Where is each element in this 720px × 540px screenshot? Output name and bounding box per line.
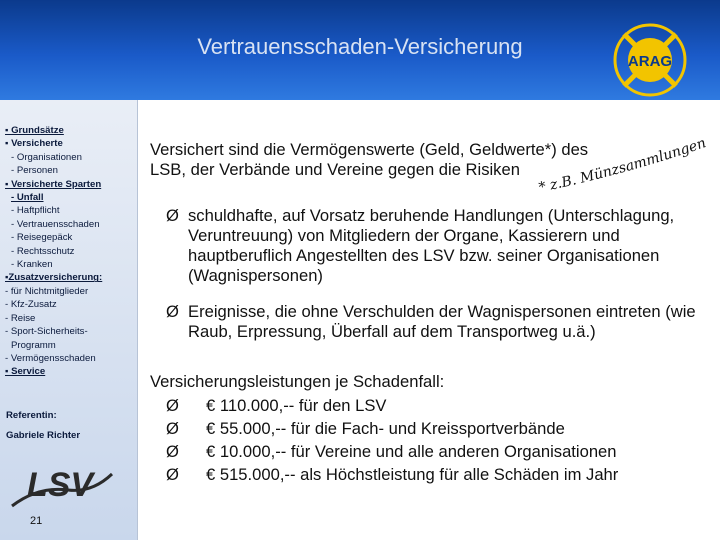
page-number: 21 bbox=[30, 515, 43, 527]
amount-item bbox=[166, 396, 387, 416]
sidebar-item[interactable]: - Sport-Sicherheits- bbox=[5, 326, 88, 338]
intro-text bbox=[150, 140, 600, 180]
bullet-arrow-icon: Ø bbox=[166, 419, 179, 438]
amount-text: € 110.000,-- für den LSV bbox=[206, 396, 387, 415]
sidebar-item[interactable]: ▪Zusatzversicherung: bbox=[5, 272, 103, 284]
amount-text: € 10.000,-- für Vereine und alle anderen Organisationen bbox=[206, 442, 617, 461]
amount-text: € 55.000,-- für die Fach- und Kreissportverbände bbox=[206, 419, 565, 438]
sidebar-item[interactable]: ▪ Versicherte Sparten bbox=[5, 178, 102, 190]
sidebar-item[interactable]: - Reise bbox=[5, 312, 36, 324]
footnote-text: * z.B. Münzsammlungen bbox=[537, 135, 709, 196]
sidebar-item[interactable]: - Unfall bbox=[11, 192, 44, 204]
sidebar-item[interactable]: ▪ Grundsätze bbox=[5, 125, 64, 136]
benefits-title: Versicherungsleistungen je Schadenfall: bbox=[150, 372, 445, 391]
bullet-item bbox=[166, 302, 706, 342]
amount-item bbox=[166, 419, 565, 439]
sidebar-item[interactable]: - Kranken bbox=[11, 259, 53, 271]
bullet-arrow-icon: Ø bbox=[166, 206, 179, 225]
referent-label: Referentin: bbox=[6, 410, 57, 421]
lsv-logo-text: LSV bbox=[26, 466, 94, 504]
sidebar-item[interactable]: ▪ Service bbox=[5, 366, 46, 378]
bullet-arrow-icon: Ø bbox=[166, 396, 179, 415]
arag-logo-text: ARAG bbox=[627, 53, 673, 70]
amount-item bbox=[166, 442, 617, 462]
sidebar-item[interactable]: ▪ Versicherte bbox=[5, 138, 63, 150]
amount-text: € 515.000,-- als Höchstleistung für alle Schäden im Jahr bbox=[206, 465, 619, 484]
sidebar-item[interactable]: - Haftpflicht bbox=[11, 205, 60, 217]
bullet-text: schuldhafte, auf Vorsatz beruhende Handlungen (Unterschlagung, Veruntreuung) von Mitgliedern der Organe, Kassierern und hauptberuflich Angestellten des LSV bzw. seiner Organisationen (Wagnispersonen) bbox=[188, 206, 675, 285]
lsv-logo bbox=[8, 456, 118, 510]
bullet-text: Ereignisse, die ohne Verschulden der Wagnispersonen eintreten (wie Raub, Erpressung, Überfall auf dem Transportweg u.ä.) bbox=[188, 302, 696, 341]
sidebar-nav bbox=[5, 124, 133, 379]
intro-line-2: LSB, der Verbände und Vereine gegen die Risiken bbox=[150, 160, 520, 179]
bullet-arrow-icon: Ø bbox=[166, 442, 179, 461]
sidebar-item[interactable]: - Kfz-Zusatz bbox=[5, 299, 57, 311]
amount-item bbox=[166, 465, 618, 485]
sidebar-item[interactable]: - Vertrauensschaden bbox=[11, 218, 100, 230]
bullet-arrow-icon: Ø bbox=[166, 302, 179, 321]
svg-text:* z.B. Münzsammlungen bbox=[538, 135, 709, 196]
sidebar-item[interactable]: - für Nichtmitglieder bbox=[5, 285, 89, 297]
bullet-arrow-icon: Ø bbox=[166, 465, 179, 484]
bullet-item bbox=[166, 206, 706, 286]
arag-logo bbox=[612, 22, 688, 98]
sidebar-item[interactable]: Programm bbox=[11, 339, 56, 351]
referent-name: Gabriele Richter bbox=[6, 430, 81, 441]
sidebar-item[interactable]: - Rechtsschutz bbox=[11, 245, 75, 257]
sidebar-item[interactable]: - Vermögensschaden bbox=[5, 352, 96, 364]
intro-line-1: Versichert sind die Vermögenswerte (Geld, Geldwerte*) des bbox=[150, 140, 589, 159]
footnote-curved-text bbox=[535, 130, 720, 200]
page-title: Vertrauensschaden-Versicherung bbox=[197, 34, 523, 59]
sidebar-item[interactable]: - Personen bbox=[11, 165, 58, 177]
sidebar-item[interactable]: - Reisegepäck bbox=[11, 232, 73, 244]
sidebar-item[interactable]: - Organisationen bbox=[11, 151, 82, 163]
